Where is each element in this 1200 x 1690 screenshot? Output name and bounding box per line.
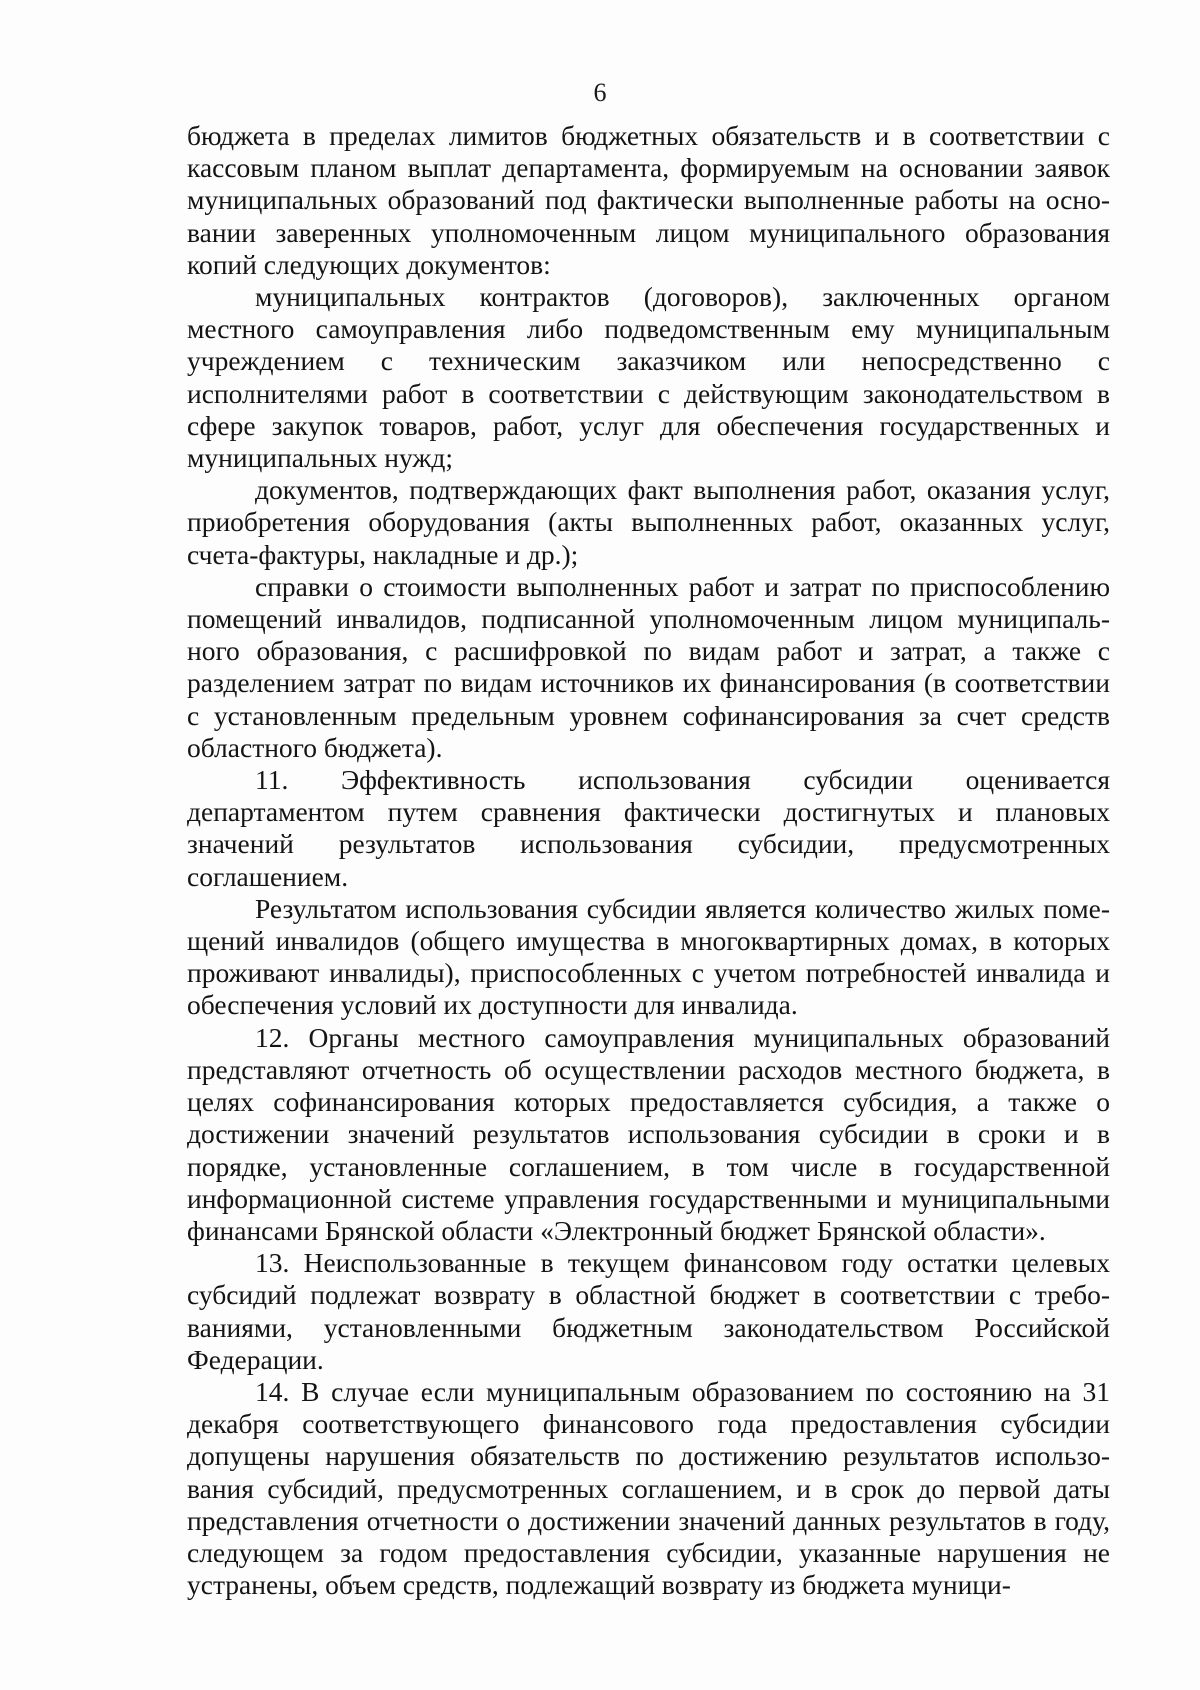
clause-13: 13. Неиспользованные в текущем финансовом году остатки целевых субсидий подлежат возврату в областной бюджет в соответствии с требованиями, установленными бюджетным законодательством Российской Федерации. [187,1247,1110,1375]
clause-11: 11. Эффективность использования субсидии оценивается департаментом путем сравнения фактически достигнутых и плановых значений результатов использования субсидии, предусмотренных соглашением. [187,764,1110,892]
paragraph: муниципальных контрактов (договоров), заключенных органом местного самоуправления либо подведомственным ему муниципальным учреждением с техническим заказчиком или непосредственно с исполнителями работ в соответствии с действующим законодательством в сфере закупок товаров, работ, услуг для обеспечения государственных и муниципальных нужд; [187,281,1110,474]
clause-14: 14. В случае если муниципальным образованием по состоянию на 31 декабря соответствующего финансового года предоставления субсидии допущены нарушения обязательств по достижению результатов использования субсидий, предусмотренных соглашением, и в срок до первой даты представления отчетности о достижении значений данных результатов в году, следующем за годом предоставления субсидии, указанные нарушения не устранены, объем средств, подлежащий возврату из бюджета муници- [187,1375,1110,1601]
document-body [187,120,1110,1601]
clause-12: 12. Органы местного самоуправления муниципальных образований представляют отчетность об осуществлении расходов местного бюджета, в целях софинансирования которых предоставляется субсидия, а также о достижении значений результатов использования субсидии в сроки и в порядке, установленные соглашением, в том числе в государственной информационной системе управления государственными и муниципальными финансами Брянской области «Электронный бюджет Брянской области». [187,1021,1110,1246]
paragraph: справки о стоимости выполненных работ и затрат по приспособлению помещений инвалидов, подписанной уполномоченным лицом муниципального образования, с расшифровкой по видам работ и затрат, а также с разделением затрат по видам источников их финансирования (в соответствии с установленным предельным уровнем софинансирования за счет средств областного бюджета). [187,570,1110,763]
page-number: 6 [593,78,607,107]
paragraph: документов, подтверждающих факт выполнения работ, оказания услуг, приобретения оборудования (акты выполненных работ, оказанных услуг, счета-фактуры, накладные и др.); [187,474,1110,570]
paragraph: Результатом использования субсидии является количество жилых помещений инвалидов (общего имущества в многоквартирных домах, в которых проживают инвалиды), приспособленных с учетом потребностей инвалида и обеспечения условий их доступности для инвалида. [187,892,1110,1021]
paragraph: бюджета в пределах лимитов бюджетных обязательств и в соответствии с кассовым планом выплат департамента, формируемым на основании заявок муниципальных образований под фактически выполненные работы на основании заверенных уполномоченным лицом муниципального образования копий следующих документов: [187,120,1110,280]
